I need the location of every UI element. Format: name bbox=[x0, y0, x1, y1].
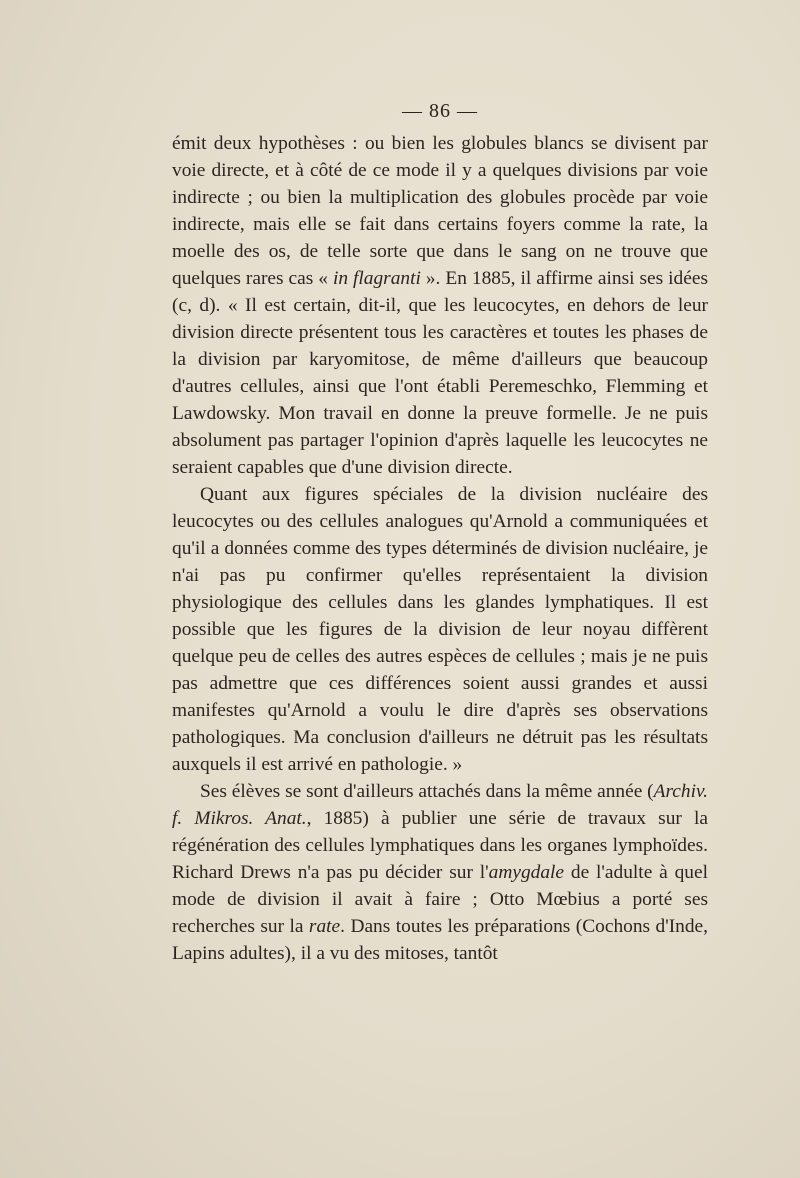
paragraph-1 bbox=[172, 130, 708, 481]
paragraph-1-segment-1: émit deux hypothèses : ou bien les globules blancs se divisent par voie directe, et à côté de ce mode il y a quelques divisions par voie indirecte ; ou bien la multiplication des globules procède par voie indirecte, mais elle se fait dans certains foyers comme la rate, la moelle des os, de telle sorte que dans le sang on ne trouve que quelques rares cas « bbox=[172, 133, 708, 289]
paragraph-3-segment-3: , 1885) à publier une série de travaux sur la régénération des cellules lymphatiques dans les organes lymphoïdes. Richard Drews n'a pas pu décider sur l' bbox=[172, 808, 708, 883]
paragraph-3-italic-amygdale: amygdale bbox=[488, 862, 565, 883]
paragraph-3-italic-rate: rate bbox=[308, 916, 341, 937]
paragraph-2-segment-1: Quant aux figures spéciales de la division nucléaire des leucocytes ou des cellules analogues qu'Arnold a communiquées et qu'il a données comme des types déterminés de division nucléaire, je n'ai pas pu confirmer qu'elles représentaient la division physiologique des cellules dans les glandes lymphatiques. Il est possible que les figures de la division de leur noyau diffèrent quelque peu de celles des autres espèces de cellules ; mais je ne puis pas admettre que ces différences soient aussi grandes et aussi manifestes qu'Arnold a voulu le dire d'après ses observations pathologiques. Ma conclusion d'ailleurs ne détruit pas les résultats auxquels il est arrivé en pathologie. » bbox=[172, 484, 708, 775]
paragraph-3-segment-5: de l'adulte à quel mode de division il avait à faire ; Otto Mœbius a porté ses recherches sur la bbox=[172, 862, 708, 937]
body-text bbox=[172, 130, 708, 967]
paragraph-1-italic-in-flagranti: in flagranti bbox=[332, 268, 421, 289]
paragraph-3-segment-7: . Dans toutes les préparations (Cochons d'Inde, Lapins adultes), il a vu des mitoses, tantôt bbox=[172, 916, 709, 964]
page-number: — 86 — bbox=[402, 100, 478, 122]
paragraph-3-italic-journal: Archiv. f. Mikros. Anat. bbox=[172, 781, 709, 829]
paragraph-3 bbox=[172, 778, 708, 967]
paragraph-1-segment-3: ». En 1885, il affirme ainsi ses idées (c, d). « Il est certain, dit-il, que les leucocytes, en dehors de leur division directe présentent tous les caractères et toutes les phases de la division par karyomitose, de même d'ailleurs que beaucoup d'autres cellules, ainsi que l'ont établi Peremeschko, Flemming et Lawdowsky. Mon travail en donne la preuve formelle. Je ne puis absolument pas partager l'opinion d'après laquelle les leucocytes ne seraient capables que d'une division directe. bbox=[172, 268, 708, 478]
paragraph-2 bbox=[172, 481, 708, 778]
paragraph-3-segment-1: Ses élèves se sont d'ailleurs attachés dans la même année ( bbox=[200, 781, 654, 802]
